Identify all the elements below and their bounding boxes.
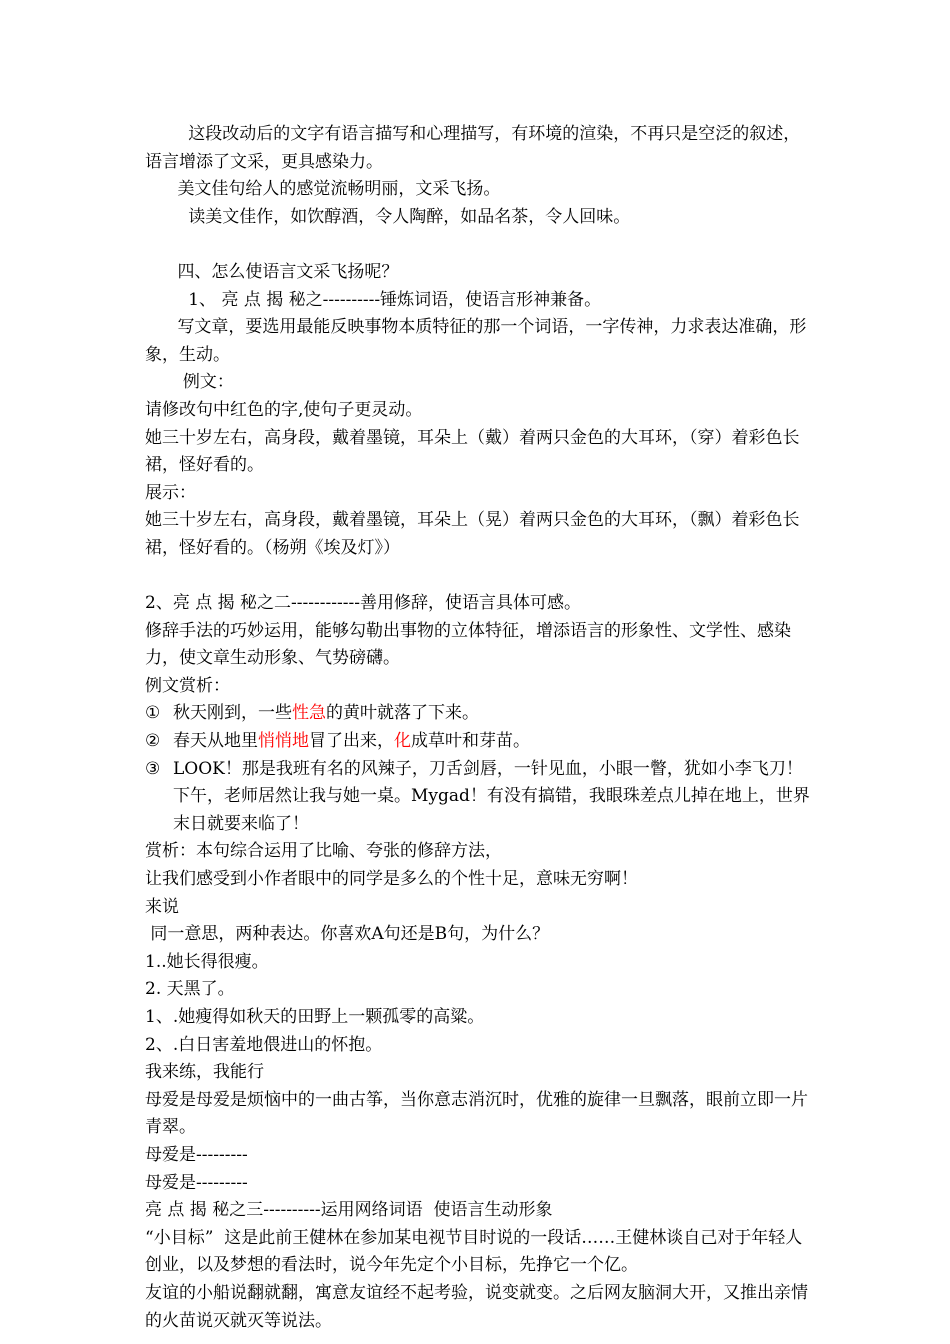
laishuo-line: 来说 bbox=[145, 896, 179, 917]
subsection-1-title: 1、 亮 点 揭 秘之----------锤炼词语，使语言形神兼备。 bbox=[145, 289, 602, 310]
subsection-3-body-2: 友谊的小船说翻就翻，寓意友谊经不起考验，说变就变。之后网友脑洞大开，又推出亲情的火苗说灭就灭等说法。 bbox=[145, 1282, 808, 1331]
show-label: 展示： bbox=[145, 482, 196, 503]
text-run: 的黄叶就落了下来。 bbox=[326, 703, 479, 724]
item-text bbox=[173, 728, 810, 756]
paragraph-reading-analogy: 读美文佳作，如饮醇酒，令人陶醉，如品名茶，令人回味。 bbox=[145, 206, 631, 227]
item-text bbox=[173, 700, 810, 728]
item-text: LOOK！那是我班有名的风辣子，刀舌剑唇，一针见血，小眼一瞥，犹如小李飞刀！下午，老师居然让我与她一桌。Mygad！有没有搞错，我眼珠差点儿掉在地上，世界末日就要来临了！ bbox=[173, 758, 810, 834]
highlight-word: 性急 bbox=[292, 703, 326, 724]
highlight-word: 化 bbox=[394, 731, 411, 752]
example-item-1 bbox=[145, 700, 810, 728]
example-label: 例文： bbox=[145, 372, 234, 393]
item-number: ① bbox=[145, 703, 161, 724]
paragraph-revision-comment: 这段改动后的文字有语言描写和心理描写，有环境的渲染，不再只是空泛的叙述，语言增添了文采，更具感染力。 bbox=[145, 124, 801, 172]
practice-blank-1: 母爱是--------- bbox=[145, 1144, 248, 1165]
paragraph-beautiful-sentences: 美文佳句给人的感觉流畅明丽，文采飞扬。 bbox=[145, 179, 501, 200]
example-item-3 bbox=[145, 756, 810, 839]
blank-line bbox=[145, 563, 810, 591]
subsection-3-body-1: “小目标” 这是此前王健林在参加某电视节目时说的一段话……王健林谈自己对于年轻人创业，以及梦想的看法时，说今年先定个小目标，先挣它一个亿。 bbox=[145, 1227, 803, 1276]
sentence-a1: 1..她长得很瘦。 bbox=[145, 951, 269, 972]
practice-label: 我来练，我能行 bbox=[145, 1062, 264, 1083]
subsection-3-title: 亮 点 揭 秘之三----------运用网络词语 使语言生动形象 bbox=[145, 1200, 553, 1221]
analysis-comment-1: 赏析：本句综合运用了比喻、夸张的修辞方法， bbox=[145, 841, 502, 862]
blank-line bbox=[145, 231, 810, 259]
analysis-comment-2: 让我们感受到小作者眼中的同学是多么的个性十足，意味无穷啊！ bbox=[145, 869, 638, 890]
practice-blank-2: 母爱是--------- bbox=[145, 1172, 248, 1193]
subsection-1-body: 写文章，要选用最能反映事物本质特征的那一个词语，一字传神，力求表达准确，形象，生动。 bbox=[145, 317, 807, 365]
analysis-label: 例文赏析： bbox=[145, 675, 230, 696]
practice-example: 母爱是母爱是烦恼中的一曲古筝，当你意志消沉时，优雅的旋律一旦飘落，眼前立即一片青翠。 bbox=[145, 1089, 808, 1138]
example-instruction: 请修改句中红色的字,使句子更灵动。 bbox=[145, 399, 423, 420]
item-number: ③ bbox=[145, 758, 161, 779]
item-number: ② bbox=[145, 731, 161, 752]
sentence-a2: 2. 天黑了。 bbox=[145, 979, 235, 1000]
sentence-b2: 2、.白日害羞地偎进山的怀抱。 bbox=[145, 1034, 383, 1055]
compare-question: 同一意思，两种表达。你喜欢A句还是B句，为什么？ bbox=[145, 924, 550, 945]
highlight-word: 悄悄地 bbox=[258, 731, 309, 752]
subsection-2-body: 修辞手法的巧妙运用，能够勾勒出事物的立体特征，增添语言的形象性、文学性、感染力，使文章生动形象、气势磅礴。 bbox=[145, 620, 791, 669]
text-run: 秋天刚到，一些 bbox=[173, 703, 292, 724]
example-original-sentence: 她三十岁左右，高身段，戴着墨镜，耳朵上（戴）着两只金色的大耳环，（穿）着彩色长裙，怪好看的。 bbox=[145, 427, 800, 476]
text-run: 成草叶和芽苗。 bbox=[411, 731, 530, 752]
section-heading-4: 四、怎么使语言文采飞扬呢？ bbox=[145, 261, 399, 282]
example-revised-sentence: 她三十岁左右，高身段，戴着墨镜，耳朵上（晃）着两只金色的大耳环，（飘）着彩色长裙，怪好看的。（杨朔《埃及灯》） bbox=[145, 510, 800, 558]
text-run: 冒了出来， bbox=[309, 731, 394, 752]
subsection-2-title: 2、亮 点 揭 秘之二------------善用修辞，使语言具体可感。 bbox=[145, 593, 581, 614]
text-run: 春天从地里 bbox=[173, 731, 258, 752]
sentence-b1: 1、.她瘦得如秋天的田野上一颗孤零的高粱。 bbox=[145, 1007, 485, 1027]
example-item-2 bbox=[145, 728, 810, 756]
